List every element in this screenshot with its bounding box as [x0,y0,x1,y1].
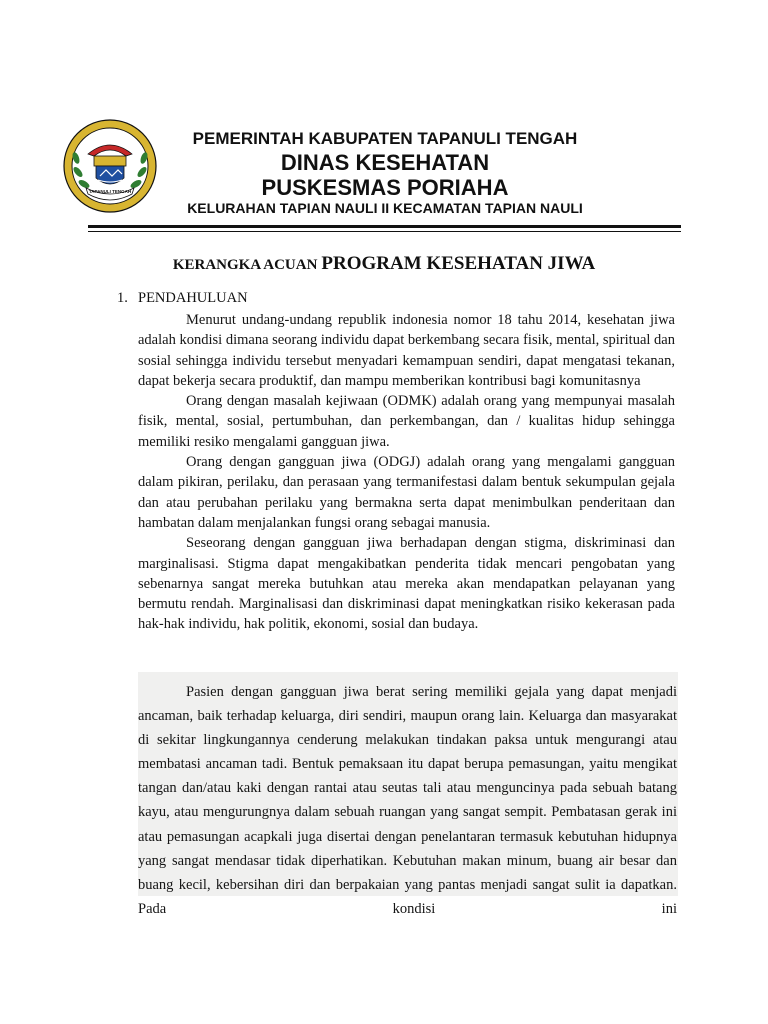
paragraph-odgj: Orang dengan gangguan jiwa (ODGJ) adalah orang yang mengalami gangguan dalam pikiran, perilaku, dan perasaan yang termanifestasi dalam bentuk sekumpulan gejala dan atau perubahan perilaku yang bermakna serta dapat menimbulkan penderitaan dan hambatan dalam menjalankan fungsi orang sebagai manusia. [138,454,675,531]
letterhead-divider-thin [88,231,681,232]
paragraph-stigma: Seseorang dengan gangguan jiwa berhadapan dengan stigma, diskriminasi dan marginalisasi. Stigma dapat mengakibatkan penderita tidak mencari pengobatan yang sebenarnya sangat mereka butuhkan atau mereka akan mendapatkan pelayanan yang bermutu rendah. Marginalisasi dan diskriminasi dapat meningkatkan risiko kekerasan pada hak-hak individu, hak politik, ekonomi, sosial dan budaya. [138,535,675,633]
section-number: 1. [117,290,128,306]
title-prefix: KERANGKA ACUAN [172,257,318,273]
letterhead-government: PEMERINTAH KABUPATEN TAPANULI TENGAH [192,129,578,148]
emblem-ribbon-text: TAPANULI TENGAH [88,189,132,194]
section-heading: PENDAHULUAN [138,290,248,306]
highlighted-text [138,680,677,921]
title-main: PROGRAM KESEHATAN JIWA [321,253,596,274]
letterhead-puskesmas: PUSKESMAS PORIAHA [261,175,509,200]
paragraph-odmk: Orang dengan masalah kejiwaan (ODMK) adalah orang yang mempunyai masalah fisik, mental, sosial, pertumbuhan, dan perkembangan, dan / kualitas hidup sehingga memiliki resiko mengalami gangguan jiwa. [138,393,675,450]
paragraph-pemasungan: Pasien dengan gangguan jiwa berat sering memiliki gejala yang dapat menjadi ancaman, baik terhadap keluarga, diri sendiri, maupun orang lain. Keluarga dan masyarakat di sekitar lingkungannya cenderung melakukan tindakan paksa untuk mengurangi atau membatasi ancaman tadi. Bentuk pemaksaan itu dapat berupa pemasungan, yaitu mengikat tangan dan/atau kaki dengan rantai atau seutas tali atau menguncinya pada sebuah batang kayu, atau mengurungnya dalam sebuah ruangan yang sangat sempit. Pembatasan gerak ini atau pemasungan acapkali juga disertai dengan penelantaran termasuk kebutuhan hidupnya yang sangat mendasar tidak diperhatikan. Kebutuhan makan minum, buang air besar dan buang kecil, kebersihan diri dan berpakaian yang pantas menjadi sangat sulit ia dapatkan. Pada kondisi ini [138,684,677,917]
letterhead-address: KELURAHAN TAPIAN NAULI II KECAMATAN TAPIAN NAULI [187,200,583,216]
paragraph-definition: Menurut undang-undang republik indonesia nomor 18 tahu 2014, kesehatan jiwa adalah kondisi dimana seorang individu dapat berkembang secara fisik, mental, spiritual dan sosial sehingga individu tersebut menyadari kemampuan sendiri, dapat mengatasi tekanan, dapat bekerja secara produktif, dan mampu memberikan kontribusi bagi komunitasnya [138,312,675,389]
letterhead-agency: DINAS KESEHATAN [280,150,490,175]
letterhead-divider-thick [88,225,681,228]
regency-emblem-logo [62,118,158,214]
document-title [0,253,768,275]
introduction-body [138,310,675,635]
